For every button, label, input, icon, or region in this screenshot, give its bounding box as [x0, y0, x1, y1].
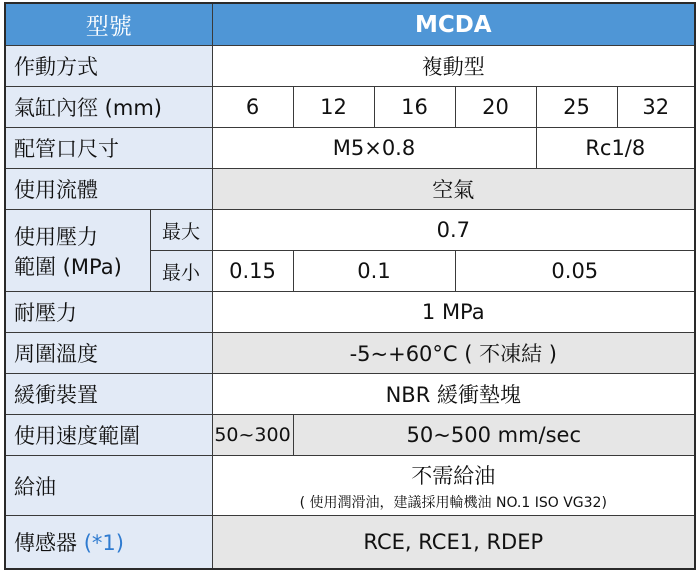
label-proof: 耐壓力	[5, 292, 212, 333]
label-temp: 周圍溫度	[5, 333, 212, 374]
bore-value: 12	[293, 87, 374, 128]
value-temp: -5~+60°C ( 不凍結 )	[212, 333, 695, 374]
row-sensor	[5, 516, 695, 570]
label-pressure-line2: 範圍 (MPa)	[14, 254, 122, 279]
bore-value: 32	[617, 87, 695, 128]
label-lube: 給油	[5, 456, 212, 516]
header-row	[5, 3, 695, 46]
label-sensor-text: 傳感器	[14, 531, 77, 555]
pressure-min-value: 0.05	[455, 251, 695, 292]
row-temp	[5, 333, 695, 374]
row-proof	[5, 292, 695, 333]
label-pressure-line1: 使用壓力	[14, 224, 98, 249]
label-sensor-ref[interactable]: (*1)	[83, 531, 124, 555]
value-fluid: 空氣	[212, 169, 695, 210]
pressure-min-value: 0.15	[212, 251, 293, 292]
speed-small: 50~300	[212, 415, 293, 456]
row-lube	[5, 456, 695, 516]
label-speed: 使用速度範圍	[5, 415, 212, 456]
bore-value: 6	[212, 87, 293, 128]
speed-large: 50~500 mm/sec	[293, 415, 695, 456]
row-cushion	[5, 374, 695, 415]
label-action: 作動方式	[5, 46, 212, 87]
label-pressure-max: 最大	[150, 210, 212, 251]
pressure-max-value: 0.7	[212, 210, 695, 251]
label-sensor	[5, 516, 212, 570]
bore-value: 16	[374, 87, 455, 128]
label-pressure	[5, 210, 150, 292]
label-bore: 氣缸內徑 (mm)	[5, 87, 212, 128]
row-port	[5, 128, 695, 169]
value-sensor: RCE, RCE1, RDEP	[212, 516, 695, 570]
port-small: M5×0.8	[212, 128, 536, 169]
header-label: 型號	[5, 3, 212, 46]
row-fluid	[5, 169, 695, 210]
value-cushion: NBR 緩衝墊塊	[212, 374, 695, 415]
label-cushion: 緩衝裝置	[5, 374, 212, 415]
row-speed	[5, 415, 695, 456]
value-action: 複動型	[212, 46, 695, 87]
pressure-min-value: 0.1	[293, 251, 455, 292]
row-bore	[5, 87, 695, 128]
bore-value: 25	[536, 87, 617, 128]
row-action	[5, 46, 695, 87]
value-proof: 1 MPa	[212, 292, 695, 333]
row-pressure-max	[5, 210, 695, 251]
lube-main: 不需給油	[411, 463, 496, 488]
spec-table	[4, 2, 696, 570]
value-lube	[212, 456, 695, 516]
port-large: Rc1/8	[536, 128, 695, 169]
header-model: MCDA	[212, 3, 695, 46]
lube-note: ( 使用潤滑油，建議採用輪機油 NO.1 ISO VG32)	[299, 494, 607, 511]
label-pressure-min: 最小	[150, 251, 212, 292]
label-fluid: 使用流體	[5, 169, 212, 210]
label-port: 配管口尺寸	[5, 128, 212, 169]
bore-value: 20	[455, 87, 536, 128]
